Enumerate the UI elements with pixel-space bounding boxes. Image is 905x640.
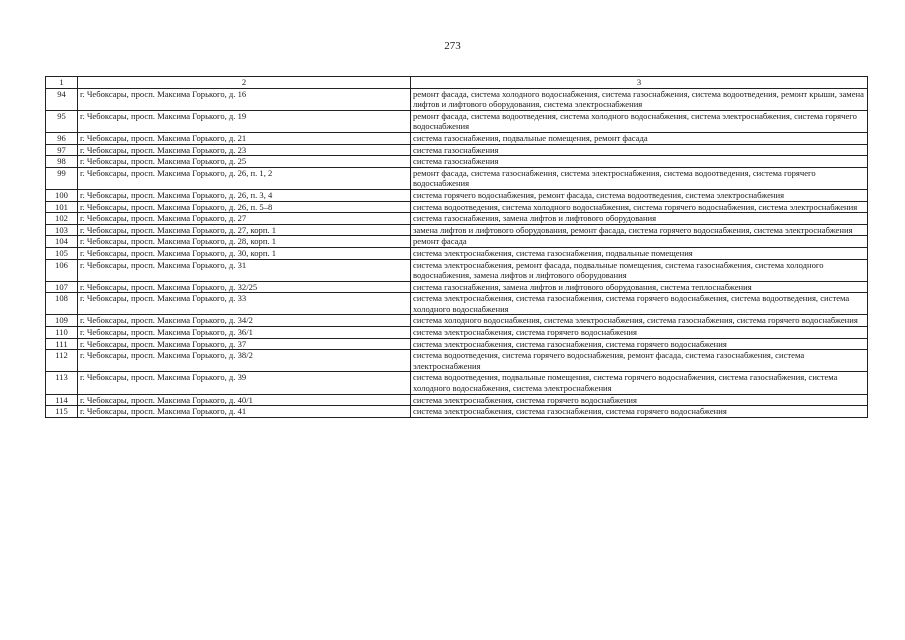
table-row: [46, 293, 868, 315]
row-works: система электроснабжения, система горячего водоснабжения: [411, 327, 868, 339]
row-number: 113: [46, 372, 78, 394]
row-number: 97: [46, 144, 78, 156]
row-address: г. Чебоксары, просп. Максима Горького, д. 40/1: [78, 394, 411, 406]
table-row: [46, 110, 868, 132]
row-works: ремонт фасада: [411, 236, 868, 248]
row-works: система электроснабжения, система газоснабжения, система горячего водоснабжения, система водоотведения, система холодного водоснабжения: [411, 293, 868, 315]
row-works: система газоснабжения: [411, 156, 868, 168]
row-works: система холодного водоснабжения, система электроснабжения, система газоснабжения, система горячего водоснабжения: [411, 315, 868, 327]
row-address: г. Чебоксары, просп. Максима Горького, д. 38/2: [78, 350, 411, 372]
row-number: 99: [46, 167, 78, 189]
row-address: г. Чебоксары, просп. Максима Горького, д. 32/25: [78, 281, 411, 293]
row-address: г. Чебоксары, просп. Максима Горького, д. 28, корп. 1: [78, 236, 411, 248]
row-works: система водоотведения, система горячего водоснабжения, ремонт фасада, система газоснабжения, система электроснабжения: [411, 350, 868, 372]
row-number: 107: [46, 281, 78, 293]
table-row: [46, 281, 868, 293]
table-row: [46, 213, 868, 225]
table-row: [46, 88, 868, 110]
row-number: 104: [46, 236, 78, 248]
row-address: г. Чебоксары, просп. Максима Горького, д. 31: [78, 259, 411, 281]
row-address: г. Чебоксары, просп. Максима Горького, д. 16: [78, 88, 411, 110]
row-address: г. Чебоксары, просп. Максима Горького, д. 23: [78, 144, 411, 156]
row-address: г. Чебоксары, просп. Максима Горького, д. 27: [78, 213, 411, 225]
table-row: [46, 406, 868, 418]
row-number: 114: [46, 394, 78, 406]
row-number: 95: [46, 110, 78, 132]
table-row: [46, 315, 868, 327]
row-address: г. Чебоксары, просп. Максима Горького, д. 36/1: [78, 327, 411, 339]
table-row: [46, 372, 868, 394]
row-works: система электроснабжения, система газоснабжения, подвальные помещения: [411, 247, 868, 259]
row-number: 96: [46, 132, 78, 144]
row-number: 103: [46, 224, 78, 236]
row-works: система газоснабжения: [411, 144, 868, 156]
row-address: г. Чебоксары, просп. Максима Горького, д. 30, корп. 1: [78, 247, 411, 259]
table-row: [46, 224, 868, 236]
row-number: 111: [46, 338, 78, 350]
row-works: ремонт фасада, система холодного водоснабжения, система газоснабжения, система водоотведения, ремонт крыши, замена лифтов и лифтового оборудования, система электроснабжения: [411, 88, 868, 110]
row-works: система газоснабжения, замена лифтов и лифтового оборудования, система теплоснабжения: [411, 281, 868, 293]
row-address: г. Чебоксары, просп. Максима Горького, д. 26, п. 5–8: [78, 201, 411, 213]
row-works: система электроснабжения, система газоснабжения, система горячего водоснабжения: [411, 406, 868, 418]
row-number: 105: [46, 247, 78, 259]
row-address: г. Чебоксары, просп. Максима Горького, д. 21: [78, 132, 411, 144]
table-row: [46, 144, 868, 156]
row-works: ремонт фасада, система газоснабжения, система электроснабжения, система водоотведения, система горячего водоснабжения: [411, 167, 868, 189]
row-works: система водоотведения, система холодного водоснабжения, система горячего водоснабжения, система электроснабжения: [411, 201, 868, 213]
table-row: [46, 327, 868, 339]
works-table: [45, 76, 868, 418]
row-address: г. Чебоксары, просп. Максима Горького, д. 34/2: [78, 315, 411, 327]
row-number: 106: [46, 259, 78, 281]
row-works: система электроснабжения, система горячего водоснабжения: [411, 394, 868, 406]
row-address: г. Чебоксары, просп. Максима Горького, д. 26, п. 3, 4: [78, 189, 411, 201]
row-number: 98: [46, 156, 78, 168]
row-address: г. Чебоксары, просп. Максима Горького, д. 19: [78, 110, 411, 132]
row-address: г. Чебоксары, просп. Максима Горького, д. 41: [78, 406, 411, 418]
table-header-row: [46, 77, 868, 89]
row-works: замена лифтов и лифтового оборудования, ремонт фасада, система горячего водоснабжения, система электроснабжения: [411, 224, 868, 236]
table-row: [46, 189, 868, 201]
row-address: г. Чебоксары, просп. Максима Горького, д. 27, корп. 1: [78, 224, 411, 236]
table-row: [46, 156, 868, 168]
column-header-number: 1: [46, 77, 78, 89]
row-works: система горячего водоснабжения, ремонт фасада, система водоотведения, система электроснабжения: [411, 189, 868, 201]
row-number: 101: [46, 201, 78, 213]
row-works: система электроснабжения, система газоснабжения, система горячего водоснабжения: [411, 338, 868, 350]
row-number: 110: [46, 327, 78, 339]
column-header-address: 2: [78, 77, 411, 89]
row-works: система газоснабжения, замена лифтов и лифтового оборудования: [411, 213, 868, 225]
table-body: [46, 88, 868, 417]
row-address: г. Чебоксары, просп. Максима Горького, д. 37: [78, 338, 411, 350]
table-row: [46, 201, 868, 213]
row-number: 94: [46, 88, 78, 110]
row-address: г. Чебоксары, просп. Максима Горького, д. 33: [78, 293, 411, 315]
row-number: 112: [46, 350, 78, 372]
page-number: 273: [444, 40, 461, 52]
row-works: ремонт фасада, система водоотведения, система холодного водоснабжения, система электроснабжения, система горячего водоснабжения: [411, 110, 868, 132]
column-header-works: 3: [411, 77, 868, 89]
table-row: [46, 259, 868, 281]
table-row: [46, 338, 868, 350]
table-row: [46, 167, 868, 189]
table-row: [46, 236, 868, 248]
row-address: г. Чебоксары, просп. Максима Горького, д. 25: [78, 156, 411, 168]
table-row: [46, 132, 868, 144]
row-address: г. Чебоксары, просп. Максима Горького, д. 26, п. 1, 2: [78, 167, 411, 189]
row-number: 115: [46, 406, 78, 418]
table-row: [46, 394, 868, 406]
row-works: система водоотведения, подвальные помещения, система горячего водоснабжения, система газоснабжения, система холодного водоснабжения, система электроснабжения: [411, 372, 868, 394]
row-number: 100: [46, 189, 78, 201]
row-works: система электроснабжения, ремонт фасада, подвальные помещения, система газоснабжения, система холодного водоснабжения, замена лифтов и лифтового оборудования: [411, 259, 868, 281]
row-address: г. Чебоксары, просп. Максима Горького, д. 39: [78, 372, 411, 394]
table-row: [46, 350, 868, 372]
row-number: 108: [46, 293, 78, 315]
row-number: 102: [46, 213, 78, 225]
table-row: [46, 247, 868, 259]
row-works: система газоснабжения, подвальные помещения, ремонт фасада: [411, 132, 868, 144]
row-number: 109: [46, 315, 78, 327]
